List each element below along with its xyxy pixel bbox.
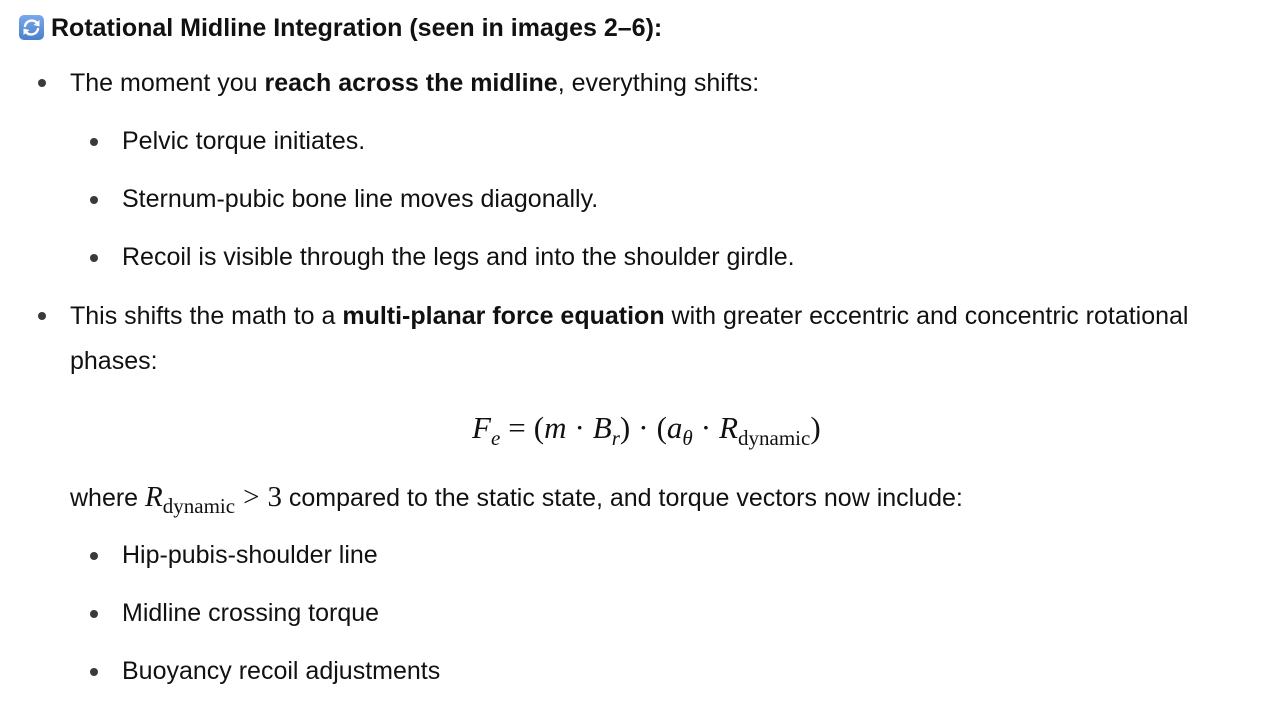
bullet-1-post: , everything shifts: xyxy=(557,69,760,97)
bullet-2-line2: phases: xyxy=(70,347,158,375)
sub-item-pelvic: Pelvic torque initiates. xyxy=(122,127,366,155)
eq-paren: ( xyxy=(656,410,667,445)
sub-item-buoyancy: Buoyancy recoil adjustments xyxy=(122,657,441,685)
arrows-cycle-icon xyxy=(19,15,44,40)
where-three: 3 xyxy=(267,481,282,513)
where-pre: where xyxy=(70,484,146,512)
bullet-2-pre: This shifts the math to a xyxy=(70,302,343,330)
sub-bullet-dot xyxy=(90,552,98,560)
sub-item-recoil: Recoil is visible through the legs and into the shoulder girdle. xyxy=(122,243,795,271)
sub-bullet-dot xyxy=(90,254,98,262)
eq-a: a xyxy=(666,410,683,445)
bullet-2-post: with greater eccentric and concentric rotational xyxy=(664,302,1189,330)
bullet-1-text xyxy=(70,68,759,98)
eq-m: m xyxy=(544,410,567,445)
eq-F-sub: e xyxy=(490,426,501,450)
eq-paren: ) xyxy=(619,410,631,445)
bullet-1-pre: The moment you xyxy=(70,69,265,97)
eq-R: R xyxy=(719,410,738,445)
eq-dot: · xyxy=(700,410,712,445)
eq-F: F xyxy=(472,410,491,445)
eq-paren: ( xyxy=(533,410,545,445)
bullet-dot xyxy=(38,312,46,320)
eq-dot: · xyxy=(574,410,585,445)
eq-paren: ) xyxy=(810,410,821,445)
inline-math xyxy=(145,481,282,518)
where-R: R xyxy=(145,481,163,513)
eq-dot: · xyxy=(638,410,649,445)
bullet-1-bold: reach across the midline xyxy=(264,69,558,97)
sub-item-hip-pubis: Hip-pubis-shoulder line xyxy=(122,541,378,569)
eq-a-sub: θ xyxy=(682,426,693,450)
where-line xyxy=(70,481,963,518)
bullet-dot xyxy=(38,79,46,87)
force-equation xyxy=(472,410,821,450)
eq-equals: = xyxy=(508,410,526,445)
heading-title-bold: Rotational Midline Integration xyxy=(51,14,403,42)
sub-bullet-dot xyxy=(90,668,98,676)
sub-bullet-dot xyxy=(90,610,98,618)
sub-bullet-dot xyxy=(90,138,98,146)
eq-B: B xyxy=(592,410,612,445)
eq-B-sub: r xyxy=(611,426,620,450)
where-post: compared to the static state, and torque vectors now include: xyxy=(281,484,963,512)
heading-title-rest: (seen in images 2–6): xyxy=(402,14,663,42)
sub-item-sternum: Sternum-pubic bone line moves diagonally. xyxy=(122,185,599,213)
where-gt: > xyxy=(243,481,260,513)
where-R-sub: dynamic xyxy=(162,494,236,518)
sub-bullet-dot xyxy=(90,196,98,204)
bullet-2-text xyxy=(70,301,1189,331)
sub-item-midline-torque: Midline crossing torque xyxy=(122,599,380,627)
eq-R-sub: dynamic xyxy=(738,426,811,450)
bullet-2-bold: multi-planar force equation xyxy=(342,302,665,330)
section-heading xyxy=(51,13,662,43)
